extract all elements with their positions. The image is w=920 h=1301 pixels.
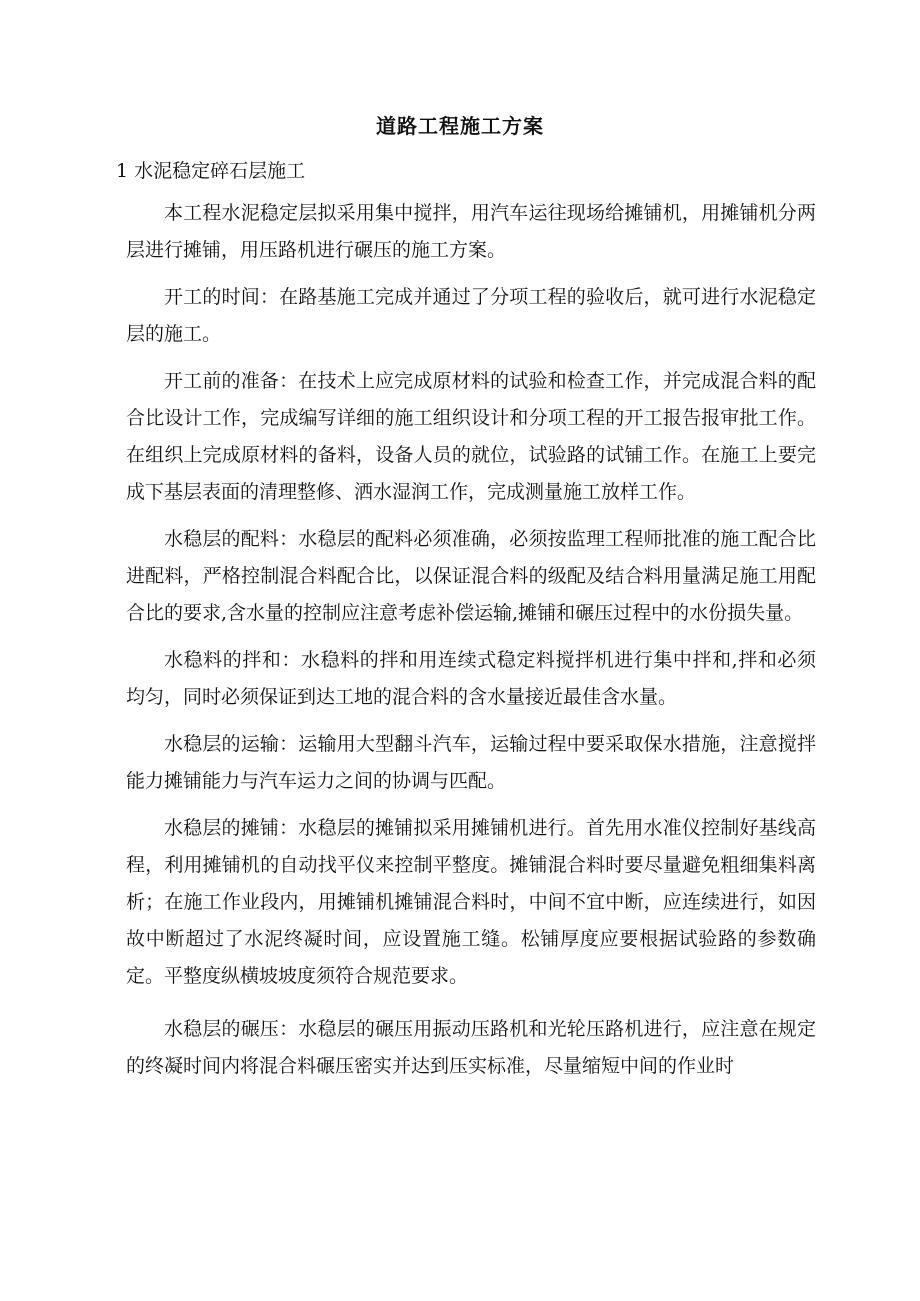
- paragraph: 水稳层的配料：水稳层的配料必须准确，必须按监理工程师批准的施工配合比进配料，严格控制混合料配合比，以保证混合料的级配及结合料用量满足施工用配合比的要求,含水量的控制应注意考虑补偿运输,摊铺和碾压过程中的水份损失量。: [126, 528, 816, 624]
- document-body: [126, 195, 816, 1085]
- paragraph: 水稳层的摊铺：水稳层的摊铺拟采用摊铺机进行。首先用水准仪控制好基线高程，利用摊铺机的自动找平仪来控制平整度。摊铺混合料时要尽量避免粗细集料离析；在施工作业段内，用摊铺机摊铺混合料时，中间不宜中断，应连续进行，如因故中断超过了水泥终凝时间，应设置施工缝。松铺厚度应要根据试验路的参数确定。平整度纵横坡坡度须符合规范要求。: [126, 817, 816, 987]
- paragraph: 水稳层的碾压：水稳层的碾压用振动压路机和光轮压路机进行，应注意在规定的终凝时间内将混合料碾压密实并达到压实标准，尽量缩短中间的作业时: [126, 1018, 816, 1077]
- paragraph: 本工程水泥稳定层拟采用集中搅拌，用汽车运往现场给摊铺机，用摊铺机分两层进行摊铺，用压路机进行碾压的施工方案。: [126, 202, 816, 261]
- paragraph: 开工前的准备：在技术上应完成原材料的试验和检查工作，并完成混合料的配合比设计工作，完成编写详细的施工组织设计和分项工程的开工报告报审批工作。在组织上完成原材料的备料，设备人员的就位，试验路的试铺工作。在施工上要完成下基层表面的清理整修、洒水湿润工作，完成测量施工放样工作。: [126, 370, 816, 503]
- document-title: 道路工程施工方案: [376, 114, 544, 138]
- paragraph: 水稳层的运输：运输用大型翻斗汽车，运输过程中要采取保水措施，注意搅拌能力摊铺能力与汽车运力之间的协调与匹配。: [126, 733, 816, 792]
- paragraph: 水稳料的拌和：水稳料的拌和用连续式稳定料搅拌机进行集中拌和,拌和必须均匀，同时必须保证到达工地的混合料的含水量接近最佳含水量。: [126, 649, 816, 708]
- paragraph: 开工的时间：在路基施工完成并通过了分项工程的验收后，就可进行水泥稳定层的施工。: [126, 286, 816, 345]
- section-heading: 1 水泥稳定碎石层施工: [116, 160, 306, 182]
